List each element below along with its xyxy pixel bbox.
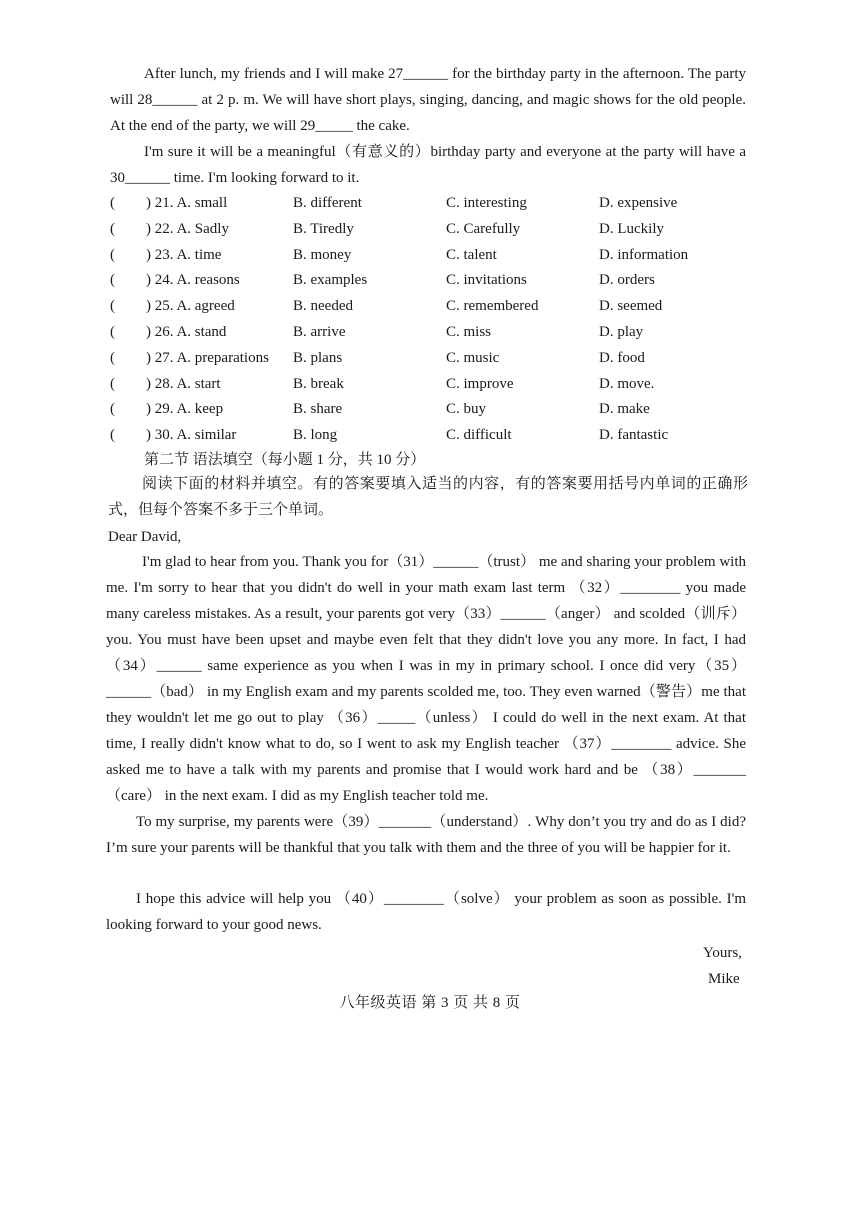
letter-paragraph-1: I'm glad to hear from you. Thank you for（31）______（trust） me and sharing your problem with me. I'm sorry to hear that you didn't do well in your math exam last term （32）________ you made many careless mistakes. As a result, your parents got very（33）______（anger） and scolded（训斥）you. You must have been upset and maybe even felt that they didn't love you any more. In fact, I had （34）______ same experience as you when I was in my in primary school. I once did very（35）______（bad） in my English exam and my parents scolded me, too. They even warned（警告）me that they wouldn't let me go out to play （36）_____（unless） I could do well in the next exam. At that time, I really didn't know what to do, so I went to ask my English teacher （37）________ advice. She asked me to have a talk with my parents and promise that I would work hard and be （38）_______ （care） in the next exam. I did as my English teacher told me.	[106, 554, 746, 804]
option-a: A. similar	[176, 427, 237, 444]
question-number-and-option-a	[146, 422, 236, 448]
answer-paren: (	[110, 220, 115, 237]
option-d: D. expensive	[599, 195, 678, 211]
option-a: A. Sadly	[176, 220, 229, 237]
option-b: B. different	[293, 195, 362, 211]
option-d: D. information	[599, 246, 689, 263]
option-a: A. stand	[176, 323, 227, 340]
option-d: D. orders	[599, 272, 655, 289]
option-b: B. examples	[293, 272, 368, 289]
answer-paren: (	[110, 401, 115, 418]
option-c: C. interesting	[446, 195, 527, 211]
question-number-and-option-a	[146, 396, 223, 422]
letter-greeting: Dear David,	[108, 529, 182, 545]
option-d: D. fantastic	[599, 427, 669, 444]
option-row	[110, 242, 750, 268]
option-row	[110, 267, 750, 293]
option-a: A. reasons	[176, 272, 240, 289]
question-number: ) 29.	[146, 401, 174, 418]
option-b: B. needed	[293, 298, 353, 315]
option-row	[110, 319, 750, 345]
option-b: B. share	[293, 401, 343, 418]
question-number: ) 21.	[146, 195, 174, 211]
answer-paren: (	[110, 195, 115, 211]
answer-paren: (	[110, 246, 115, 263]
answer-paren: (	[110, 349, 115, 366]
letter-signature: Mike	[708, 971, 740, 987]
option-b: B. money	[293, 246, 352, 263]
option-c: C. buy	[446, 401, 487, 418]
cloze-paragraph-1: After lunch, my friends and I will make 27______ for the birthday party in the afternoon. The party will 28______ at 2 p. m. We will have short plays, singing, dancing, and magic shows for the old people. At the end of the party, we will 29_____ the cake.	[110, 66, 746, 134]
option-d: D. food	[599, 349, 645, 366]
question-number: ) 30.	[146, 427, 174, 444]
option-b: B. break	[293, 375, 344, 392]
option-d: D. play	[599, 323, 644, 340]
question-number-and-option-a	[146, 293, 235, 319]
option-a: A. preparations	[176, 349, 269, 366]
letter-paragraph-2: To my surprise, my parents were（39）_______（understand）. Why don’t you try and do as I did? I’m sure your parents will be thankful that you talk with them and the three of you will be happier for it.	[106, 814, 746, 856]
option-c: C. invitations	[446, 272, 527, 289]
page-footer: 八年级英语 第 3 页 共 8 页	[339, 995, 521, 1011]
question-number-and-option-a	[146, 319, 226, 345]
option-c: C. remembered	[446, 298, 539, 315]
option-a: A. time	[176, 246, 222, 263]
option-c: C. Carefully	[446, 220, 521, 237]
question-number: ) 22.	[146, 220, 174, 237]
question-number: ) 27.	[146, 349, 174, 366]
question-number: ) 28.	[146, 375, 174, 392]
question-number-and-option-a	[146, 267, 240, 293]
question-number-and-option-a	[146, 371, 221, 397]
option-d: D. seemed	[599, 298, 663, 315]
option-a: A. start	[176, 375, 221, 392]
question-number: ) 24.	[146, 272, 174, 289]
option-a: A. small	[176, 195, 228, 211]
option-row	[110, 190, 750, 216]
option-b: B. plans	[293, 349, 343, 366]
question-number: ) 25.	[146, 298, 174, 315]
option-row	[110, 396, 750, 422]
option-a: A. agreed	[176, 298, 235, 315]
answer-paren: (	[110, 323, 115, 340]
option-c: C. miss	[446, 323, 492, 340]
option-c: C. improve	[446, 375, 514, 392]
question-number-and-option-a	[146, 216, 229, 242]
option-b: B. arrive	[293, 323, 346, 340]
question-number: ) 26.	[146, 323, 174, 340]
option-row	[110, 216, 750, 242]
section-instructions: 阅读下面的材料并填空。有的答案要填入适当的内容，有的答案要用括号内单词的正确形式，但每个答案不多于三个单词。	[108, 476, 748, 518]
option-b: B. long	[293, 427, 338, 444]
option-a: A. keep	[176, 401, 224, 418]
letter-closing: Yours,	[703, 945, 742, 961]
option-d: D. make	[599, 401, 650, 418]
option-b: B. Tiredly	[293, 220, 354, 237]
question-number-and-option-a	[146, 345, 269, 371]
section-heading: 第二节 语法填空（每小题 1 分，共 10 分）	[144, 452, 426, 468]
option-row	[110, 345, 750, 371]
answer-paren: (	[110, 375, 115, 392]
option-row	[110, 293, 750, 319]
option-d: D. Luckily	[599, 220, 664, 237]
option-c: C. music	[446, 349, 500, 366]
question-number-and-option-a	[146, 190, 227, 216]
answer-paren: (	[110, 298, 115, 315]
question-number-and-option-a	[146, 242, 221, 268]
option-d: D. move.	[599, 375, 655, 392]
question-number: ) 23.	[146, 246, 174, 263]
letter-paragraph-3: I hope this advice will help you （40）________（solve） your problem as soon as possible. I'm looking forward to your good news.	[106, 891, 746, 933]
option-row	[110, 422, 750, 448]
answer-paren: (	[110, 272, 115, 289]
option-c: C. talent	[446, 246, 497, 263]
cloze-paragraph-2: I'm sure it will be a meaningful（有意义的）birthday party and everyone at the party will have a 30______ time. I'm looking forward to it.	[110, 144, 746, 186]
cloze-options-list	[110, 190, 750, 448]
answer-paren: (	[110, 427, 115, 444]
option-c: C. difficult	[446, 427, 512, 444]
option-row	[110, 371, 750, 397]
